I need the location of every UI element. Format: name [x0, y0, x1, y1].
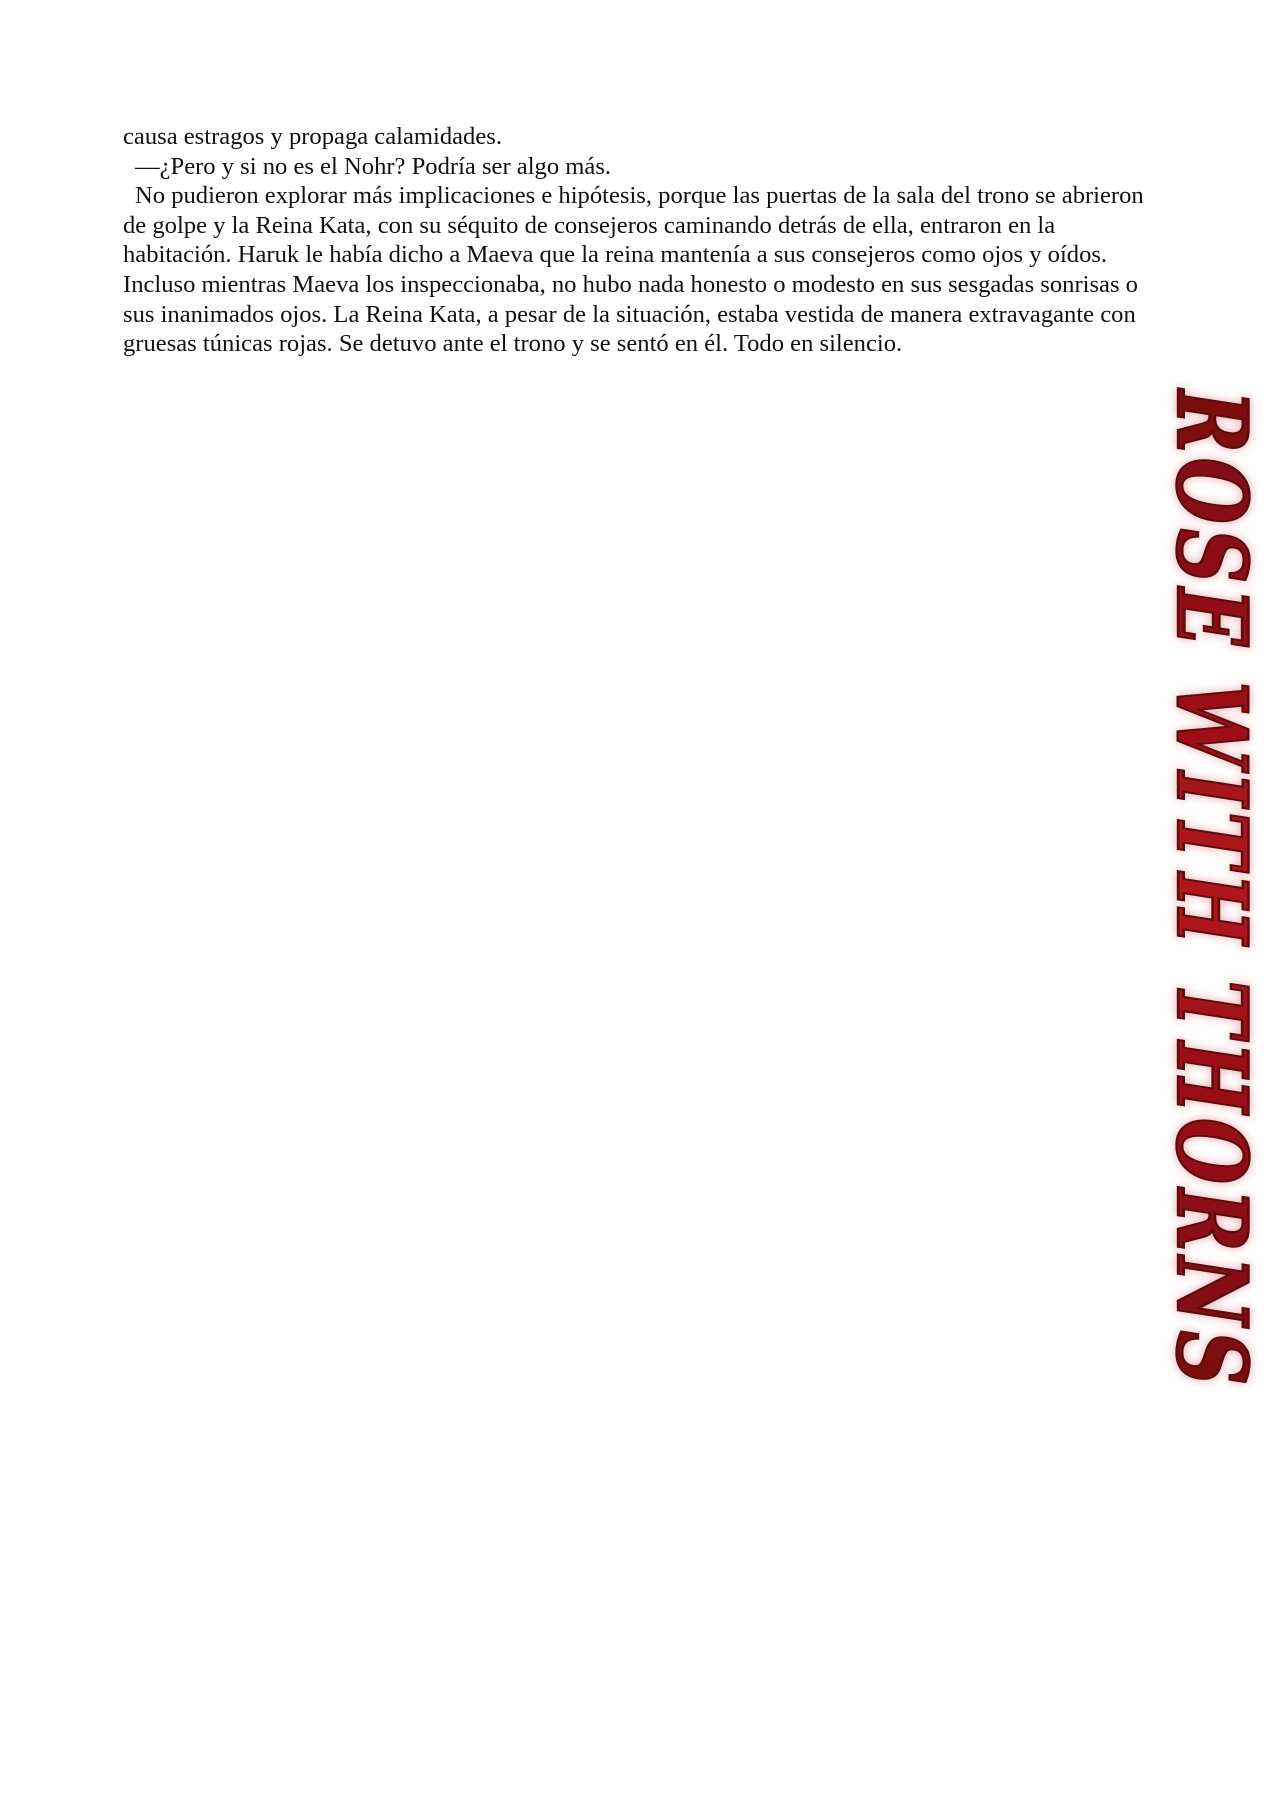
paragraph-3: No pudieron explorar más implicaciones e hipótesis, porque las puertas de la sala del trono se abrieron de golpe y la Reina Kata, con su séquito de consejeros caminando detrás de ella, entraron en la habitación. Haruk le había dicho a Maeva que la reina mantenía a sus consejeros como ojos y oídos. Incluso mientras Maeva los inspeccionaba, no hubo nada honesto o modesto en sus sesgadas sonrisas o sus inanimados ojos. La Reina Kata, a pesar de la situación, estaba vestida de manera extravagante con gruesas túnicas rojas. Se detuvo ante el trono y se sentó en él. Todo en silencio. — [123, 182, 1144, 358]
body-text — [123, 122, 1163, 359]
paragraph-2: —¿Pero y si no es el Nohr? Podría ser algo más. — [135, 152, 612, 180]
watermark-text: ROSE WITH THORNS — [1155, 390, 1268, 1657]
watermark-logo — [1140, 390, 1280, 1657]
paragraph-1: causa estragos y propaga calamidades. — [123, 123, 502, 150]
